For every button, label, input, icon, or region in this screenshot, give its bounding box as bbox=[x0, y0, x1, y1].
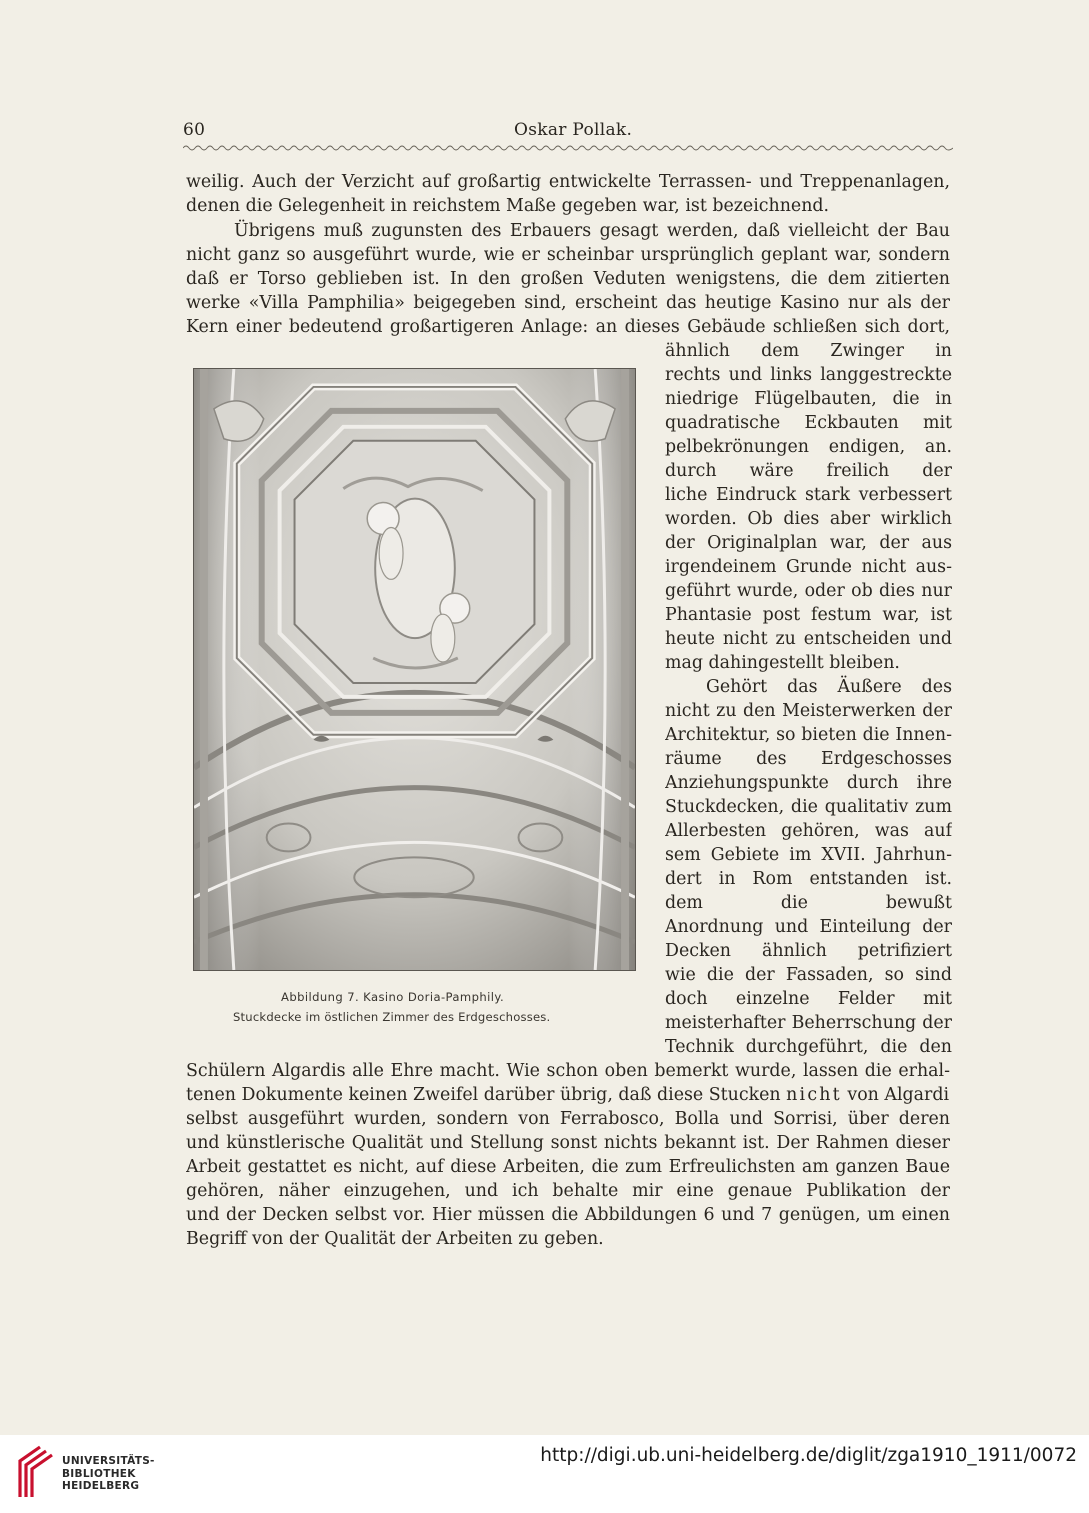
text-line: Anordnung und Einteilung der bbox=[665, 917, 952, 937]
text-line: dert in Rom entstanden ist. bbox=[665, 869, 952, 889]
text-line: denen die Gelegenheit in reichstem Maße gegeben war, ist bezeichnend. bbox=[186, 196, 830, 216]
text-line: durch wäre freilich der bbox=[665, 461, 952, 481]
figure-stucco-ceiling-photo bbox=[193, 368, 636, 971]
spaced-emphasis: nicht bbox=[786, 1085, 842, 1105]
text-line: werke «Villa Pamphilia» beigegeben sind, erscheint das heutige Kasino nur als der bbox=[186, 293, 950, 313]
text-line: ähnlich dem Zwinger in bbox=[665, 341, 952, 361]
text-line: Schülern Algardis alle Ehre macht. Wie schon oben bemerkt wurde, lassen die erhal- bbox=[186, 1061, 950, 1081]
text-segment: von Algardi bbox=[847, 1085, 950, 1105]
text-line: geführt wurde, oder ob dies nur bbox=[665, 581, 952, 601]
text-line: Arbeit gestattet es nicht, auf diese Arbeiten, die zum Erfreulichsten am ganzen Baue bbox=[186, 1157, 950, 1177]
text-line: daß er Torso geblieben ist. In den großen Veduten wenigstens, die dem zitierten bbox=[186, 269, 950, 289]
text-line: irgendeinem Grunde nicht aus- bbox=[665, 557, 952, 577]
library-name-line: UNIVERSITÄTS- bbox=[62, 1455, 155, 1467]
text-line: weilig. Auch der Verzicht auf großartig entwickelte Terrassen- und Treppenanlagen, bbox=[186, 172, 950, 192]
text-line: niedrige Flügelbauten, die in bbox=[665, 389, 952, 409]
running-title: Oskar Pollak. bbox=[514, 120, 633, 140]
text-line: Übrigens muß zugunsten des Erbauers gesagt werden, daß vielleicht der Bau bbox=[234, 221, 950, 241]
text-line: wie die der Fassaden, so sind bbox=[665, 965, 952, 985]
text-line: nicht zu den Meisterwerken der bbox=[665, 701, 952, 721]
text-line: nicht ganz so ausgeführt wurde, wie er scheinbar ursprünglich geplant war, sondern bbox=[186, 245, 950, 265]
library-logo-icon bbox=[14, 1443, 54, 1499]
text-line: Architektur, so bieten die Innen- bbox=[665, 725, 952, 745]
text-line: pelbekrönungen endigen, an. bbox=[665, 437, 952, 457]
text-line: und der Decken selbst vor. Hier müssen die Abbildungen 6 und 7 genügen, um einen bbox=[186, 1205, 950, 1225]
library-name-line: HEIDELBERG bbox=[62, 1480, 140, 1492]
text-line: Phantasie post festum war, ist bbox=[665, 605, 952, 625]
text-line: Begriff von der Qualität der Arbeiten zu geben. bbox=[186, 1229, 604, 1249]
text-line: heute nicht zu entscheiden und bbox=[665, 629, 952, 649]
source-url-link[interactable]: http://digi.ub.uni-heidelberg.de/diglit/zga1910_1911/0072 bbox=[540, 1445, 1077, 1466]
text-line: Technik durchgeführt, die den bbox=[665, 1037, 952, 1057]
text-line: Kern einer bedeutend großartigeren Anlage: an dieses Gebäude schließen sich dort, bbox=[186, 317, 950, 337]
ceiling-illustration bbox=[194, 369, 635, 970]
text-line: liche Eindruck stark verbessert bbox=[665, 485, 952, 505]
text-line: Stuckdecken, die qualitativ zum bbox=[665, 797, 952, 817]
text-line: räume des Erdgeschosses bbox=[665, 749, 952, 769]
text-line: und künstlerische Qualität und Stellung sonst nichts bekannt ist. Der Rahmen dieser bbox=[186, 1133, 950, 1153]
text-line: Anziehungspunkte durch ihre bbox=[665, 773, 952, 793]
text-line: der Originalplan war, der aus bbox=[665, 533, 952, 553]
text-line: Gehört das Äußere des bbox=[706, 677, 952, 697]
text-line: quadratische Eckbauten mit bbox=[665, 413, 952, 433]
text-line: gehören, näher einzugehen, und ich behalte mir eine genaue Publikation der bbox=[186, 1181, 950, 1201]
header-wavy-rule bbox=[183, 142, 953, 154]
text-line: dem die bewußt bbox=[665, 893, 952, 913]
library-name bbox=[62, 1455, 155, 1493]
figure-caption-title: Abbildung 7. Kasino Doria-Pamphily. bbox=[281, 990, 505, 1004]
text-segment: tenen Dokumente keinen Zweifel darüber übrig, daß diese Stucken bbox=[186, 1085, 781, 1105]
figure-caption-subtitle: Stuckdecke im östlichen Zimmer des Erdgeschosses. bbox=[233, 1010, 551, 1024]
text-line: meisterhafter Beherrschung der bbox=[665, 1013, 952, 1033]
text-line: rechts und links langgestreckte bbox=[665, 365, 952, 385]
text-line: mag dahingestellt bleiben. bbox=[665, 653, 900, 673]
text-line: selbst ausgeführt wurden, sondern von Ferrabosco, Bolla und Sorrisi, über deren bbox=[186, 1109, 950, 1129]
library-name-line: BIBLIOTHEK bbox=[62, 1467, 136, 1480]
text-line: Decken ähnlich petrifiziert bbox=[665, 941, 952, 961]
text-line: worden. Ob dies aber wirklich bbox=[665, 509, 952, 529]
text-line: sem Gebiete im XVII. Jahrhun- bbox=[665, 845, 952, 865]
text-line: Allerbesten gehören, was auf bbox=[665, 821, 952, 841]
page-number: 60 bbox=[183, 120, 206, 140]
text-line-composite bbox=[186, 1083, 950, 1107]
text-line: doch einzelne Felder mit bbox=[665, 989, 952, 1009]
